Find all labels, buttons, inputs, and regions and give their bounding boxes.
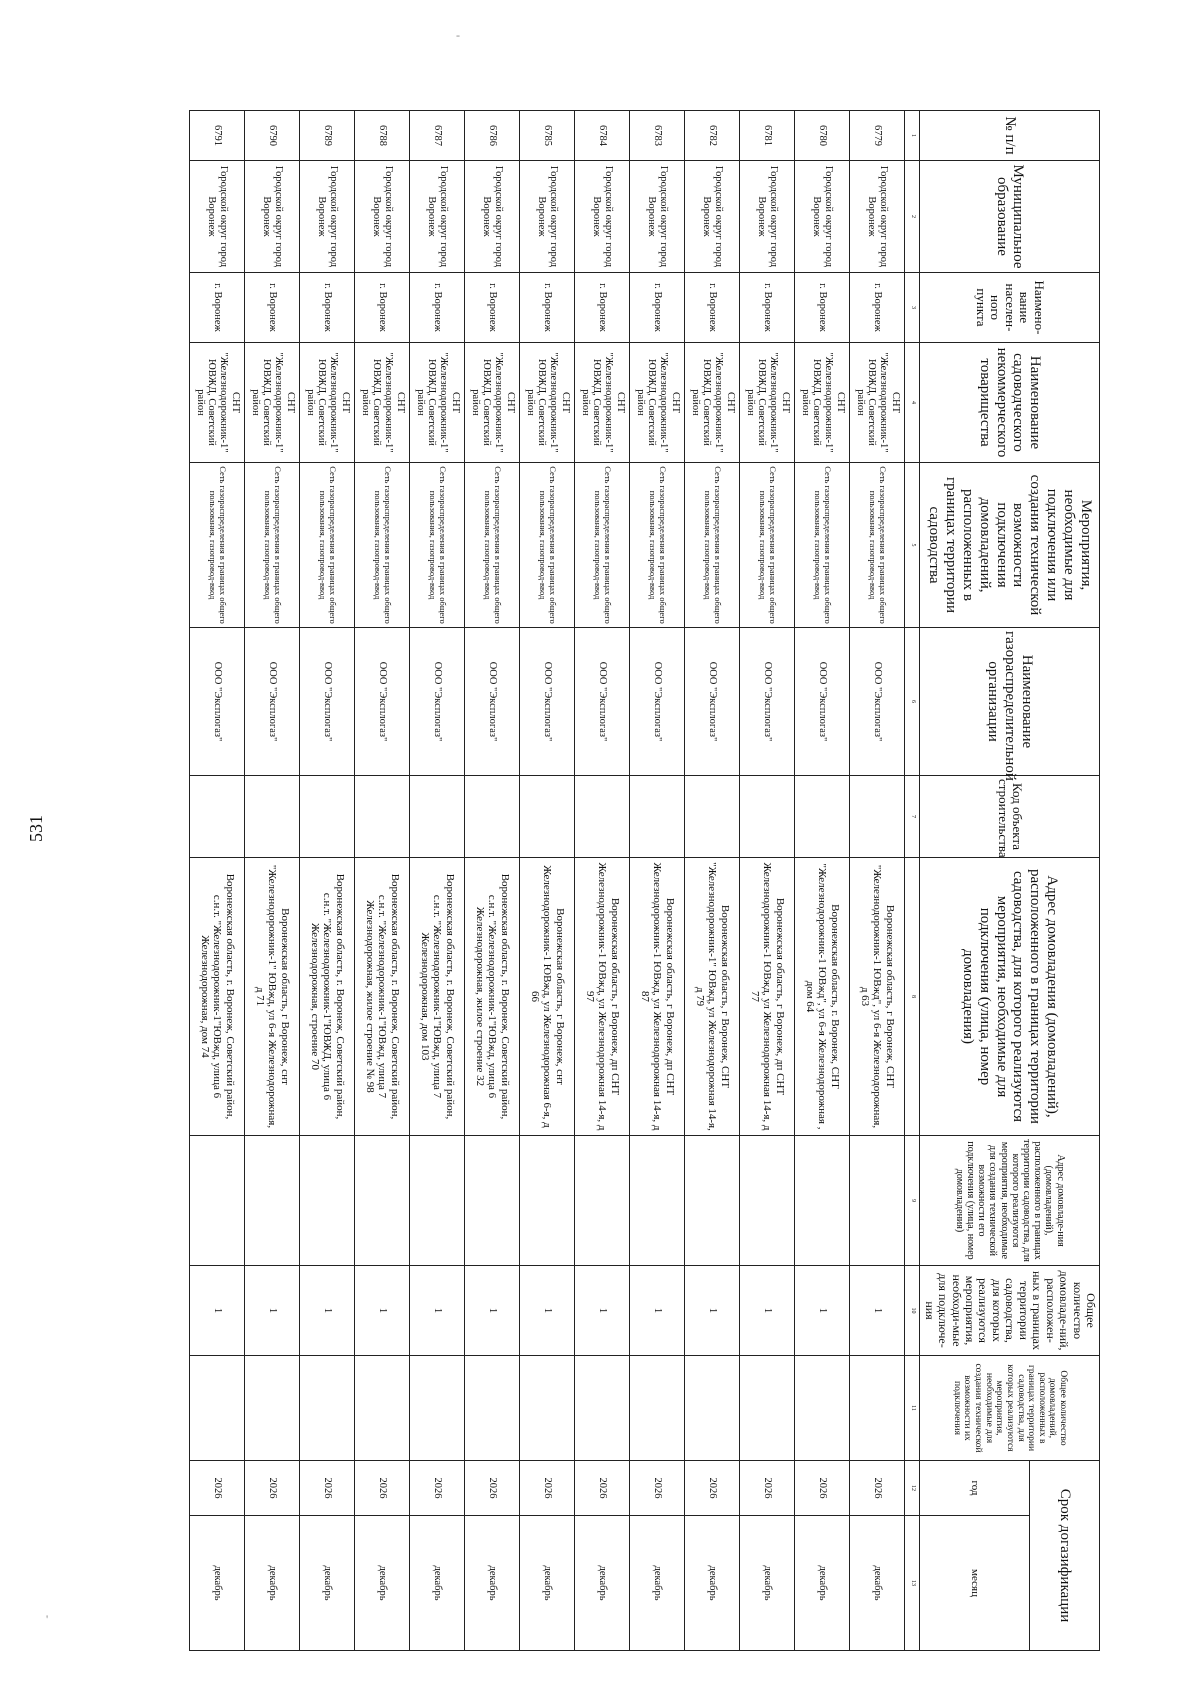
header-measures: Мероприятия, необходимые для подключения или создания технической возможности подключения домовладений, расположенных в границах территории садоводства [920, 463, 1100, 628]
cell-gas-org: ООО "Эксплогаз" [465, 628, 520, 776]
cell-settlement: г. Воронеж [355, 273, 410, 343]
cell-object-code [795, 776, 850, 858]
cell-measures: Сеть газораспределения в границах общего пользования, газопровод-ввод [465, 463, 520, 628]
cell-month: декабрь [685, 1516, 740, 1651]
header-num: № п/п [920, 111, 1100, 161]
cell-year: 2026 [465, 1461, 520, 1516]
header-row [1030, 111, 1100, 1651]
cell-object-code [740, 776, 795, 858]
cell-gas-org: ООО "Эксплогаз" [520, 628, 575, 776]
table-row [410, 111, 465, 1651]
cell-gas-org: ООО "Эксплогаз" [190, 628, 245, 776]
cell-month: декабрь [740, 1516, 795, 1651]
cell-num: 6780 [795, 111, 850, 161]
cell-measures: Сеть газораспределения в границах общего пользования, газопровод-ввод [410, 463, 465, 628]
cell-gas-org: ООО "Эксплогаз" [575, 628, 630, 776]
cell-count: 1 [685, 1266, 740, 1356]
cell-settlement: г. Воронеж [300, 273, 355, 343]
cell-measures: Сеть газораспределения в границах общего пользования, газопровод-ввод [190, 463, 245, 628]
cell-count-tech [245, 1356, 300, 1461]
cell-count: 1 [795, 1266, 850, 1356]
cell-num: 6779 [850, 111, 905, 161]
cell-month: декабрь [245, 1516, 300, 1651]
cell-object-code [630, 776, 685, 858]
cell-address-tech [795, 1136, 850, 1266]
table-row [300, 111, 355, 1651]
cell-municipality: Городской округ город Воронеж [630, 161, 685, 273]
cell-snt: СНТ "Железнодорожник-1" ЮВЖД, Советский район [630, 343, 685, 463]
cell-num: 6782 [685, 111, 740, 161]
cell-gas-org: ООО "Эксплогаз" [245, 628, 300, 776]
cell-count-tech [850, 1356, 905, 1461]
cell-gas-org: ООО "Эксплогаз" [410, 628, 465, 776]
cell-count: 1 [300, 1266, 355, 1356]
header-settlement: Наимено-вание населен-ного пункта [920, 273, 1100, 343]
cell-address: Воронежская область, г Воронеж, снт "Железнодорожник-1" ЮВжд, ул 6-я Железнодорожная, д 71 [245, 858, 300, 1136]
table-row [575, 111, 630, 1651]
cell-municipality: Городской округ город Воронеж [465, 161, 520, 273]
cell-object-code [850, 776, 905, 858]
column-number: 2 [905, 161, 920, 273]
header-gas-org: Наименование газораспределительной организации [920, 628, 1100, 776]
cell-year: 2026 [190, 1461, 245, 1516]
cell-municipality: Городской округ город Воронеж [520, 161, 575, 273]
cell-month: декабрь [190, 1516, 245, 1651]
cell-address-tech [520, 1136, 575, 1266]
cell-gas-org: ООО "Эксплогаз" [355, 628, 410, 776]
cell-measures: Сеть газораспределения в границах общего пользования, газопровод-ввод [355, 463, 410, 628]
cell-num: 6785 [520, 111, 575, 161]
gasification-table [189, 110, 1100, 1651]
cell-address-tech [685, 1136, 740, 1266]
cell-num: 6788 [355, 111, 410, 161]
cell-address-tech [465, 1136, 520, 1266]
cell-month: декабрь [410, 1516, 465, 1651]
column-number: 6 [905, 628, 920, 776]
cell-snt: СНТ "Железнодорожник-1" ЮВЖД, Советский район [245, 343, 300, 463]
cell-object-code [410, 776, 465, 858]
cell-count-tech [300, 1356, 355, 1461]
cell-count: 1 [190, 1266, 245, 1356]
table-row [245, 111, 300, 1651]
header-count-tech: Общее количество домовладений, расположенных в границах территории садоводства, для которых реализуются мероприятия, необходимые для создания технической возможности их подключения [920, 1356, 1100, 1461]
cell-snt: СНТ "Железнодорожник-1" ЮВЖД, Советский район [575, 343, 630, 463]
cell-num: 6789 [300, 111, 355, 161]
cell-count-tech [465, 1356, 520, 1461]
cell-count-tech [685, 1356, 740, 1461]
cell-settlement: г. Воронеж [245, 273, 300, 343]
column-number: 9 [905, 1136, 920, 1266]
cell-count-tech [190, 1356, 245, 1461]
cell-municipality: Городской округ город Воронеж [575, 161, 630, 273]
cell-snt: СНТ "Железнодорожник-1" ЮВЖД, Советский район [465, 343, 520, 463]
cell-month: декабрь [465, 1516, 520, 1651]
cell-object-code [300, 776, 355, 858]
cell-count-tech [575, 1356, 630, 1461]
page-number: 531 [26, 815, 46, 842]
cell-address-tech [190, 1136, 245, 1266]
cell-gas-org: ООО "Эксплогаз" [685, 628, 740, 776]
cell-gas-org: ООО "Эксплогаз" [300, 628, 355, 776]
cell-municipality: Городской округ город Воронеж [685, 161, 740, 273]
header-year: год [920, 1461, 1030, 1516]
scan-mark: ' [46, 1612, 49, 1626]
cell-settlement: г. Воронеж [630, 273, 685, 343]
cell-count: 1 [410, 1266, 465, 1356]
header-address: Адрес домовладения (домовладений), расположенного в границах территории садоводства, для которого реализуются мероприятия, необходимые для подключения (улица, номер домовладения) [920, 858, 1100, 1136]
cell-object-code [575, 776, 630, 858]
cell-count: 1 [245, 1266, 300, 1356]
table-row [355, 111, 410, 1651]
header-municipality: Муниципальное образование [920, 161, 1100, 273]
cell-measures: Сеть газораспределения в границах общего пользования, газопровод-ввод [300, 463, 355, 628]
cell-year: 2026 [520, 1461, 575, 1516]
cell-count-tech [520, 1356, 575, 1461]
column-number: 10 [905, 1266, 920, 1356]
cell-count: 1 [850, 1266, 905, 1356]
cell-year: 2026 [245, 1461, 300, 1516]
table-row [465, 111, 520, 1651]
header-deadline: Срок догазификации [1030, 1461, 1100, 1651]
cell-year: 2026 [850, 1461, 905, 1516]
cell-address: Воронежская область, г Воронеж, СНТ "Железнодорожник-1 ЮВжд", ул 6-я Железнодорожная, д 63 [850, 858, 905, 1136]
cell-snt: СНТ "Железнодорожник-1" ЮВЖД, Советский район [355, 343, 410, 463]
cell-month: декабрь [850, 1516, 905, 1651]
cell-municipality: Городской округ город Воронеж [245, 161, 300, 273]
cell-year: 2026 [795, 1461, 850, 1516]
cell-object-code [245, 776, 300, 858]
rotated-document-table-wrapper [189, 110, 1100, 1650]
column-number: 13 [905, 1516, 920, 1651]
cell-measures: Сеть газораспределения в границах общего пользования, газопровод-ввод [630, 463, 685, 628]
cell-municipality: Городской округ город Воронеж [410, 161, 465, 273]
cell-settlement: г. Воронеж [850, 273, 905, 343]
cell-count-tech [630, 1356, 685, 1461]
column-number: 3 [905, 273, 920, 343]
cell-address: Воронежская область, г. Воронеж, Советский район, с.н.т. "Железнодорожник-1"ЮВжд, улица 6 Железнодорожная, дом 74 [190, 858, 245, 1136]
cell-year: 2026 [575, 1461, 630, 1516]
column-number: 5 [905, 463, 920, 628]
header-snt: Наименование садоводческого некоммерческого товарищества [920, 343, 1100, 463]
cell-address-tech [355, 1136, 410, 1266]
cell-year: 2026 [685, 1461, 740, 1516]
column-number-row [905, 111, 920, 1651]
header-count: Общее количество домовладе-ний, расположен-ных в границах территории садоводства, для которых реализуются мероприятия, необходи-мые для подключе-ния [920, 1266, 1100, 1356]
cell-month: декабрь [795, 1516, 850, 1651]
cell-num: 6787 [410, 111, 465, 161]
cell-address: Воронежская область, г. Воронеж, Советский район, с.н.т. "Железнодорожник-1"ЮВжд, улица 7 Железнодорожная, дом 103 [410, 858, 465, 1136]
cell-object-code [520, 776, 575, 858]
cell-object-code [355, 776, 410, 858]
cell-snt: СНТ "Железнодорожник-1" ЮВЖД, Советский район [520, 343, 575, 463]
column-number: 8 [905, 858, 920, 1136]
cell-address-tech [850, 1136, 905, 1266]
cell-municipality: Городской округ город Воронеж [795, 161, 850, 273]
cell-address: Воронежская область, г Воронеж, дп СНТ Железнодорожник-1 ЮВжд, ул Железнодорожная 14-я, д 87 [630, 858, 685, 1136]
cell-address: Воронежская область, г. Воронеж, Советский район, с.н.т. "Железнодорожник-1"ЮВЖД, улица 6 Железнодорожная, строение 70 [300, 858, 355, 1136]
cell-snt: СНТ "Железнодорожник-1" ЮВЖД, Советский район [685, 343, 740, 463]
cell-year: 2026 [630, 1461, 685, 1516]
cell-settlement: г. Воронеж [410, 273, 465, 343]
cell-month: декабрь [355, 1516, 410, 1651]
cell-address: Воронежская область, г. Воронеж, Советский район, с.н.т. "Железнодорожник-1"ЮВжд, улица 6 Железнодорожная, жилое строение 32 [465, 858, 520, 1136]
cell-municipality: Городской округ город Воронеж [355, 161, 410, 273]
cell-snt: СНТ "Железнодорожник-1" ЮВЖД, Советский район [300, 343, 355, 463]
cell-measures: Сеть газораспределения в границах общего пользования, газопровод-ввод [795, 463, 850, 628]
cell-settlement: г. Воронеж [190, 273, 245, 343]
cell-snt: СНТ "Железнодорожник-1" ЮВЖД, Советский район [850, 343, 905, 463]
header-object-code: Код объекта строительства [920, 776, 1100, 858]
cell-year: 2026 [300, 1461, 355, 1516]
cell-gas-org: ООО "Эксплогаз" [740, 628, 795, 776]
cell-snt: СНТ "Железнодорожник-1" ЮВЖД, Советский район [410, 343, 465, 463]
cell-settlement: г. Воронеж [685, 273, 740, 343]
cell-address-tech [740, 1136, 795, 1266]
table-row [850, 111, 905, 1651]
cell-num: 6784 [575, 111, 630, 161]
cell-num: 6791 [190, 111, 245, 161]
cell-object-code [190, 776, 245, 858]
cell-address-tech [575, 1136, 630, 1266]
cell-month: декабрь [575, 1516, 630, 1651]
cell-municipality: Городской округ город Воронеж [190, 161, 245, 273]
cell-measures: Сеть газораспределения в границах общего пользования, газопровод-ввод [850, 463, 905, 628]
table-row [795, 111, 850, 1651]
cell-snt: СНТ "Железнодорожник-1" ЮВЖД, Советский район [740, 343, 795, 463]
cell-month: декабрь [630, 1516, 685, 1651]
cell-count-tech [355, 1356, 410, 1461]
cell-num: 6781 [740, 111, 795, 161]
cell-count-tech [795, 1356, 850, 1461]
column-number: 11 [905, 1356, 920, 1461]
cell-num: 6783 [630, 111, 685, 161]
table-row [630, 111, 685, 1651]
cell-address: Воронежская область, г Воронеж, дп СНТ Железнодорожник-1 ЮВжд, ул Железнодорожная 14-я, д 77 [740, 858, 795, 1136]
cell-count-tech [410, 1356, 465, 1461]
cell-measures: Сеть газораспределения в границах общего пользования, газопровод-ввод [520, 463, 575, 628]
cell-measures: Сеть газораспределения в границах общего пользования, газопровод-ввод [575, 463, 630, 628]
header-month: месяц [920, 1516, 1030, 1651]
cell-gas-org: ООО "Эксплогаз" [795, 628, 850, 776]
cell-measures: Сеть газораспределения в границах общего пользования, газопровод-ввод [245, 463, 300, 628]
cell-address: Воронежская область, г. Воронеж, Советский район, с.н.т. "Железнодорожник-1"ЮВжд, улица 7 Железнодорожная, жилое строение № 98 [355, 858, 410, 1136]
cell-address: Воронежская область, г. Воронеж, СНТ "Железнодорожник-1 ЮВжд", ул 6-я Железнодорожная , дом 64 [795, 858, 850, 1136]
cell-year: 2026 [410, 1461, 465, 1516]
cell-num: 6786 [465, 111, 520, 161]
cell-settlement: г. Воронеж [465, 273, 520, 343]
cell-count: 1 [465, 1266, 520, 1356]
column-number: 12 [905, 1461, 920, 1516]
cell-address-tech [245, 1136, 300, 1266]
cell-municipality: Городской округ город Воронеж [300, 161, 355, 273]
cell-measures: Сеть газораспределения в границах общего пользования, газопровод-ввод [685, 463, 740, 628]
cell-address: Воронежская область, г Воронеж, дп СНТ Железнодорожник-1 ЮВжд, ул Железнодорожная 14-я, д 97 [575, 858, 630, 1136]
table-row [520, 111, 575, 1651]
cell-month: декабрь [300, 1516, 355, 1651]
table-row [685, 111, 740, 1651]
table-row [740, 111, 795, 1651]
column-number: 4 [905, 343, 920, 463]
cell-municipality: Городской округ город Воронеж [740, 161, 795, 273]
cell-year: 2026 [355, 1461, 410, 1516]
cell-object-code [465, 776, 520, 858]
header-address-tech: Адрес домовладе-ния (домовладений), расположенного в границах территории садоводства, для которого реализуются мероприятия, необходимые для создания технической возможности его подключения (улица, номер домовладения) [920, 1136, 1100, 1266]
cell-gas-org: ООО "Эксплогаз" [630, 628, 685, 776]
cell-snt: СНТ "Железнодорожник-1" ЮВЖД, Советский район [795, 343, 850, 463]
cell-num: 6790 [245, 111, 300, 161]
cell-year: 2026 [740, 1461, 795, 1516]
cell-count: 1 [355, 1266, 410, 1356]
scan-mark: - [456, 28, 460, 42]
cell-settlement: г. Воронеж [740, 273, 795, 343]
table-row [190, 111, 245, 1651]
cell-count: 1 [630, 1266, 685, 1356]
cell-settlement: г. Воронеж [575, 273, 630, 343]
cell-address: Воронежская область, г Воронеж, СНТ "Железнодорожник-1" ЮВжд, ул Железнодорожная 14-я, д 79 [685, 858, 740, 1136]
cell-address-tech [300, 1136, 355, 1266]
cell-address: Воронежская область, г Воронеж, снт Железнодорожник-1 ЮВжд, ул Железнодорожная 6-я, д 66 [520, 858, 575, 1136]
cell-address-tech [630, 1136, 685, 1266]
cell-count-tech [740, 1356, 795, 1461]
column-number: 7 [905, 776, 920, 858]
cell-count: 1 [520, 1266, 575, 1356]
cell-snt: СНТ "Железнодорожник-1" ЮВЖД, Советский район [190, 343, 245, 463]
table-body [190, 111, 905, 1651]
cell-object-code [685, 776, 740, 858]
cell-measures: Сеть газораспределения в границах общего пользования, газопровод-ввод [740, 463, 795, 628]
cell-address-tech [410, 1136, 465, 1266]
cell-count: 1 [740, 1266, 795, 1356]
cell-settlement: г. Воронеж [520, 273, 575, 343]
cell-count: 1 [575, 1266, 630, 1356]
cell-gas-org: ООО "Эксплогаз" [850, 628, 905, 776]
column-number: 1 [905, 111, 920, 161]
cell-month: декабрь [520, 1516, 575, 1651]
cell-municipality: Городской округ город Воронеж [850, 161, 905, 273]
cell-settlement: г. Воронеж [795, 273, 850, 343]
